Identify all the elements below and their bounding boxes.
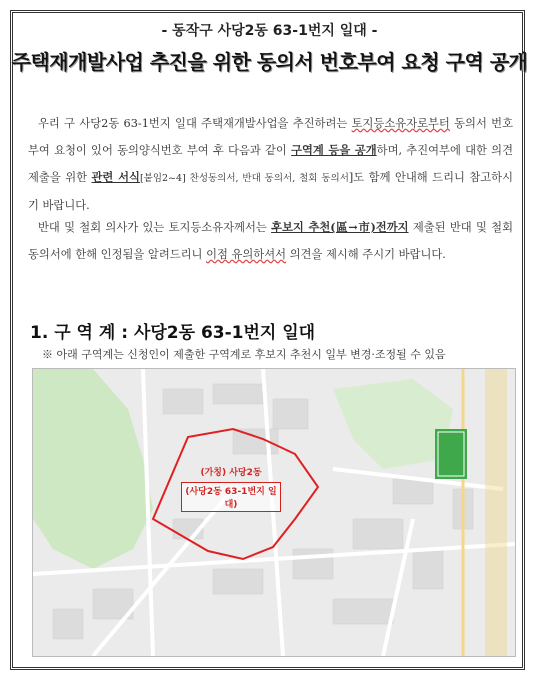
- document-title: 주택재개발사업 추진을 위한 동의서 번호부여 요청 구역 공개: [11, 50, 528, 74]
- intro-paragraph: [28, 110, 513, 219]
- p1-text-8: ]도 함께 안내해 드리니 참고하시기 바랍니다.: [28, 171, 513, 212]
- p1-text-4: 구역계 등을 공개: [291, 143, 377, 157]
- section-note: ※ 아래 구역계는 신청인이 제출한 구역계로 후보지 추천시 일부 변경·조정될 수 있음: [42, 348, 446, 361]
- map-label-name: (가칭) 사당2동: [200, 468, 262, 478]
- district-map: [32, 368, 516, 657]
- p2-text-2: 후보지 추천(區→市)전까지: [271, 220, 409, 234]
- p1-text-3: 동의서 번호부여 요청이 있어 동의양식번호 부여 후 다음과 같이: [28, 117, 513, 157]
- p1-text-5: 하며, 추진여부에 대한 의견 제출을 위한: [28, 144, 514, 184]
- map-label-address: (사당2동 63-1번지 일대): [181, 482, 281, 512]
- p1-text-6: 관련 서식: [91, 170, 140, 184]
- p2-text-3: 제출된 반대 및 철회 동의서에 한해 인정됨을 알려드리니: [28, 221, 513, 261]
- p1-text-7: [붙임2~4] 찬성동의서, 반대 동의서, 철회 동의서: [139, 173, 349, 184]
- objection-paragraph: [28, 214, 513, 268]
- p1-text-2: 토지등소유자로부터: [351, 117, 450, 130]
- document-subtitle: - 동작구 사당2동 63-1번지 일대 -: [161, 23, 378, 39]
- section-heading: 1. 구 역 계 : 사당2동 63-1번지 일대: [30, 323, 316, 343]
- p2-text-4: 이점 유의하셔서: [206, 248, 287, 261]
- p2-text-1: 반대 및 철회 의사가 있는 토지등소유자께서는: [38, 221, 272, 234]
- map-district-label: [181, 465, 281, 512]
- p2-text-5: 의견을 제시해 주시기 바랍니다.: [286, 248, 446, 261]
- map-canvas: [33, 369, 515, 656]
- sports-field: [435, 429, 467, 479]
- p1-text-1: 우리 구 사당2동 63-1번지 일대 주택재개발사업을 추진하려는: [38, 117, 352, 130]
